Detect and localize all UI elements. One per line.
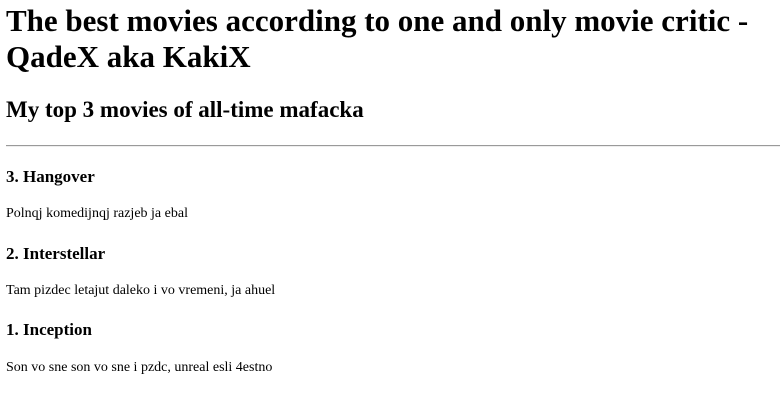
page-subtitle: My top 3 movies of all-time mafacka: [6, 97, 364, 122]
page-title: The best movies according to one and only movie critic - QadeX aka KakiX: [6, 3, 749, 74]
movie-description: Tam pizdec letajut daleko i vo vremeni, ja ahuel: [6, 283, 276, 298]
movie-description: Son vo sne son vo sne i pzdc, unreal esli 4estno: [6, 360, 273, 375]
movie-entry-inception: [6, 319, 780, 377]
movie-description: Polnqj komedijnqj razjeb ja ebal: [6, 206, 188, 221]
movie-entry-interstellar: [6, 243, 780, 300]
movie-heading: 2. Interstellar: [6, 244, 106, 263]
movie-entry-hangover: [6, 166, 780, 223]
movie-heading: 3. Hangover: [6, 167, 95, 186]
movie-heading: 1. Inception: [6, 320, 92, 339]
page-content: [0, 3, 780, 377]
divider: [6, 145, 780, 147]
